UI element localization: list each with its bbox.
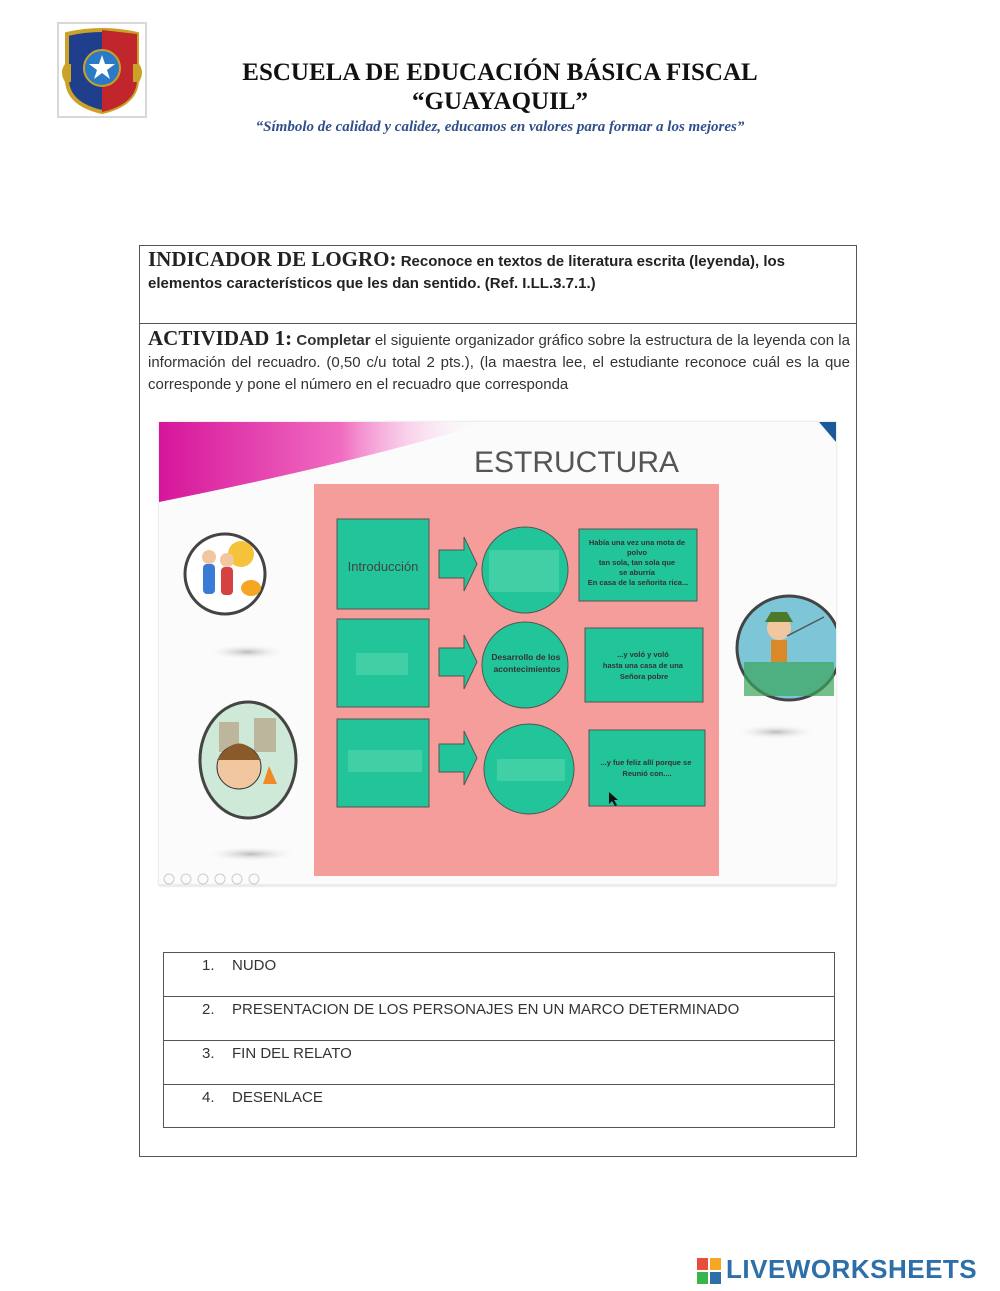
activity-text: el siguiente organizador gráfico sobre la estructura de la leyenda con la información del recuadro. (0,50 c/u total 2 pts.), (la maestra lee, el estudiante reconoce cuál es la que corresponde y pone el número en el recuadro que corresponda bbox=[148, 332, 850, 393]
option-text: DESENLACE bbox=[232, 1089, 323, 1106]
option-number: 2. bbox=[202, 1001, 215, 1018]
frame-divider bbox=[140, 323, 856, 324]
option-text: PRESENTACION DE LOS PERSONAJES EN UN MARCO DETERMINADO bbox=[232, 1001, 740, 1018]
option-row bbox=[164, 997, 834, 1041]
option-row bbox=[164, 1041, 834, 1085]
school-name-line2: “GUAYAQUIL” bbox=[412, 88, 588, 115]
row3-note-line: Reunió con.... bbox=[622, 769, 672, 778]
structure-slide bbox=[159, 422, 836, 886]
row3-note-box bbox=[589, 730, 705, 806]
indicator-text: Reconoce en textos de literatura escrita (leyenda), los elementos característicos que les dan sentido. (Ref. I.LL.3.7.1.) bbox=[148, 253, 785, 292]
answer-slot-2[interactable] bbox=[356, 653, 408, 675]
answer-slot-3[interactable] bbox=[348, 750, 422, 772]
school-crest-icon bbox=[59, 24, 145, 116]
achievement-indicator bbox=[148, 248, 850, 295]
option-row bbox=[164, 953, 834, 997]
activity-lead: ACTIVIDAD 1: bbox=[148, 326, 293, 350]
brand-name[interactable]: LIVEWORKSHEETS bbox=[726, 1254, 978, 1284]
option-number: 3. bbox=[202, 1045, 215, 1062]
row3-note-line: ...y fue feliz allí porque se bbox=[600, 758, 692, 767]
option-number: 1. bbox=[202, 957, 215, 974]
option-row bbox=[164, 1085, 834, 1127]
liveworksheets-logo-icon bbox=[697, 1258, 721, 1289]
indicator-lead: INDICADOR DE LOGRO: bbox=[148, 247, 397, 271]
answer-slot-4[interactable] bbox=[497, 759, 565, 781]
row2-note-line: Señora pobre bbox=[619, 672, 669, 681]
option-number: 4. bbox=[202, 1089, 215, 1106]
row2-circle-line: Desarrollo de los bbox=[491, 652, 561, 662]
row1-note-line: En casa de la señorita rica... bbox=[587, 578, 689, 587]
row1-note-line: Había una vez una mota de bbox=[588, 538, 686, 547]
option-text: FIN DEL RELATO bbox=[232, 1045, 352, 1062]
slide-title: ESTRUCTURA bbox=[474, 446, 680, 479]
options-table bbox=[163, 952, 835, 1128]
answer-slot-1[interactable] bbox=[489, 550, 559, 592]
row1-note-line: tan sola, tan sola que bbox=[598, 558, 676, 567]
option-text: NUDO bbox=[232, 957, 277, 974]
intro-label: Introducción bbox=[347, 559, 419, 574]
school-name-line1: ESCUELA DE EDUCACIÓN BÁSICA FISCAL bbox=[242, 59, 758, 86]
activity-bold: Completar bbox=[296, 332, 371, 349]
school-name bbox=[150, 58, 850, 116]
row1-note-line: polvo bbox=[626, 548, 647, 557]
activity-instructions bbox=[148, 327, 850, 396]
row1-note bbox=[588, 538, 688, 587]
slide-toolbar bbox=[164, 874, 259, 884]
row2-note-line: hasta una casa de una bbox=[602, 661, 683, 670]
row2-circle-line: acontecimientos bbox=[493, 664, 561, 674]
row1-note-line: se aburría bbox=[619, 568, 655, 577]
row2-note-line: ...y voló y voló bbox=[617, 650, 669, 659]
school-logo bbox=[57, 22, 147, 118]
school-motto: “Símbolo de calidad y calidez, educamos en valores para formar a los mejores” bbox=[255, 119, 745, 135]
